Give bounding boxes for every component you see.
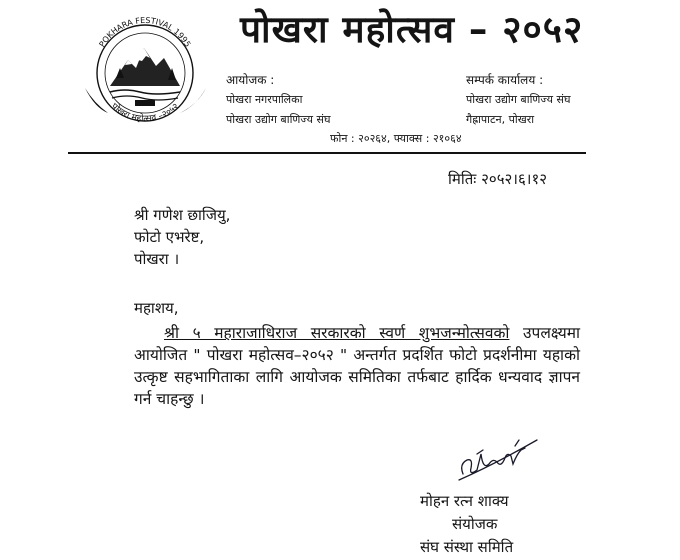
body-sentence-1: श्री ५ महाराजाधिराज सरकारको स्वर्ण शुभजन्मोत्सवको bbox=[164, 324, 510, 342]
organizer-line-1: पोखरा नगरपालिका bbox=[226, 93, 303, 106]
body-sentence-2: उपलक्ष्यमा आयोजित " पोखरा महोत्सव–२०५२ " अन्तर्गत प्रदर्शित फोटो प्रदर्शनीमा यहाको उत्कृष्ट सहभागिताका लागि आयोजक समितिका तर्फबाट हार्दिक धन्यवाद ज्ञापन गर्न चाहन्छु । bbox=[134, 324, 580, 408]
header-divider bbox=[68, 152, 586, 154]
recipient-line-2: फोटो एभरेष्ट, bbox=[134, 228, 205, 246]
recipient-line-1: श्री गणेश छाजियु, bbox=[134, 206, 231, 224]
organizer-label: आयोजक : bbox=[226, 73, 275, 87]
organizer-line-2: पोखरा उद्योग बाणिज्य संघ bbox=[226, 113, 331, 126]
contact-line-1: पोखरा उद्योग बाणिज्य संघ bbox=[466, 93, 571, 106]
handwritten-signature bbox=[455, 424, 540, 484]
contact-line-2: गैह्रापाटन, पोखरा bbox=[466, 113, 535, 126]
recipient-line-3: पोखरा । bbox=[134, 250, 180, 268]
letterhead-title: पोखरा महोत्सव – २०५२ bbox=[240, 8, 584, 51]
logo-arc-bottom-text: पोखरा महोत्सव –२०५२ bbox=[108, 101, 182, 125]
letter-date: मितिः २०५२।६।१२ bbox=[448, 170, 548, 188]
letter-body bbox=[134, 322, 580, 410]
phone-fax: फोन : २०२६४, फ्याक्स : २१०६४ bbox=[330, 132, 462, 145]
salutation: महाशय, bbox=[134, 299, 179, 317]
festival-logo bbox=[80, 8, 210, 138]
signatory-organization: संघ संस्था समिति bbox=[420, 538, 514, 556]
signatory-name: मोहन रत्न शाक्य bbox=[420, 492, 509, 510]
logo-arc-top-text: POKHARA FESTIVAL 1995 bbox=[97, 15, 193, 49]
signatory-role: संयोजक bbox=[452, 515, 498, 533]
contact-office-label: सम्पर्क कार्यालय : bbox=[466, 73, 544, 87]
